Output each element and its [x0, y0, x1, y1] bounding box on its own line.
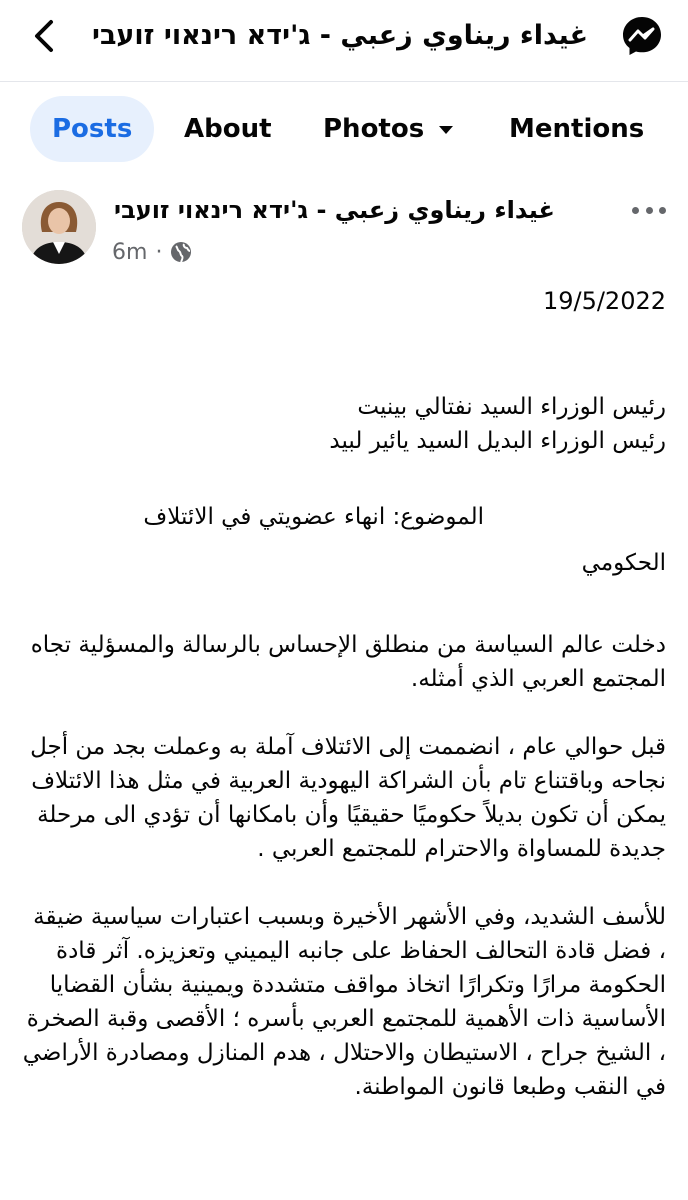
recipients [22, 390, 666, 458]
tab-photos-label: Photos [323, 114, 425, 144]
post-meta [112, 238, 192, 266]
top-bar [0, 0, 688, 82]
profile-tabs [0, 96, 688, 164]
post-paragraph: للأسف الشديد، وفي الأشهر الأخيرة وبسبب اعتبارات سياسية ضيقة ، فضل قادة التحالف الحفاظ على جانبه اليميني وتعزيزه. آثر قادة الحكومة مرارًا وتكرارًا اتخاذ مواقف متشددة ويمينية بشأن القضايا الأساسية ذات الأهمية للمجتمع العربي بأسره ؛ الأقصى وقبة الصخرة ، الشيخ جراح ، الاستيطان والاحتلال ، هدم المنازل ومصادرة الأراضي في النقب وطبعا قانون المواطنة. [22, 904, 666, 1100]
post-paragraph: دخلت عالم السياسة من منطلق الإحساس بالرسالة والمسؤلية تجاه المجتمع العربي الذي أمثله. [30, 632, 666, 692]
page-title: غيداء ريناوي زعبي - ג'ידא רינאוי זועבי [92, 20, 589, 51]
post-body [22, 278, 666, 1138]
caret-down-icon [438, 124, 454, 136]
post-paragraph: قبل حوالي عام ، انضممت إلى الائتلاف آملة به وعملت بجد من أجل نجاحه وباقتناع تام بأن الشراكة اليهودية العربية في مثل هذا الائتلاف يمكن أن تكون بديلاً حكوميًا حقيقيًا وأن بامكانها أن تؤدي الى مرحلة جديدة للمساواة والاحترام للمجتمع العربي . [30, 734, 666, 862]
more-options-button[interactable] [632, 200, 666, 220]
messenger-icon [620, 14, 664, 58]
chevron-left-icon [33, 19, 55, 53]
post-date: 19/5/2022 [542, 287, 666, 315]
globe-icon [170, 241, 192, 263]
recipient-line: رئيس الوزراء البديل السيد يائير لبيد [329, 428, 666, 454]
subject-line: الموضوع: انهاء عضويتي في الائتلاف [143, 504, 484, 530]
more-dot-icon [646, 207, 653, 214]
tab-photos[interactable] [323, 96, 454, 162]
post-header [0, 184, 688, 274]
tab-posts[interactable]: Posts [30, 96, 154, 162]
recipient-line: رئيس الوزراء السيد نفتالي بينيت [357, 394, 666, 420]
post-time[interactable]: 6m [112, 239, 148, 265]
tab-mentions[interactable]: Mentions [509, 114, 645, 144]
more-dot-icon [632, 207, 639, 214]
post-author[interactable]: غيداء ريناوي زعبي - ג'ידא רינאוי זועבי [114, 196, 555, 224]
messenger-button[interactable] [620, 14, 664, 58]
subject-line-continued: الحكومي [581, 550, 666, 576]
more-dot-icon [659, 207, 666, 214]
avatar-photo [22, 190, 96, 264]
avatar[interactable] [22, 190, 96, 264]
meta-separator: · [155, 239, 163, 265]
back-button[interactable] [26, 18, 62, 54]
tab-about[interactable]: About [184, 114, 272, 144]
